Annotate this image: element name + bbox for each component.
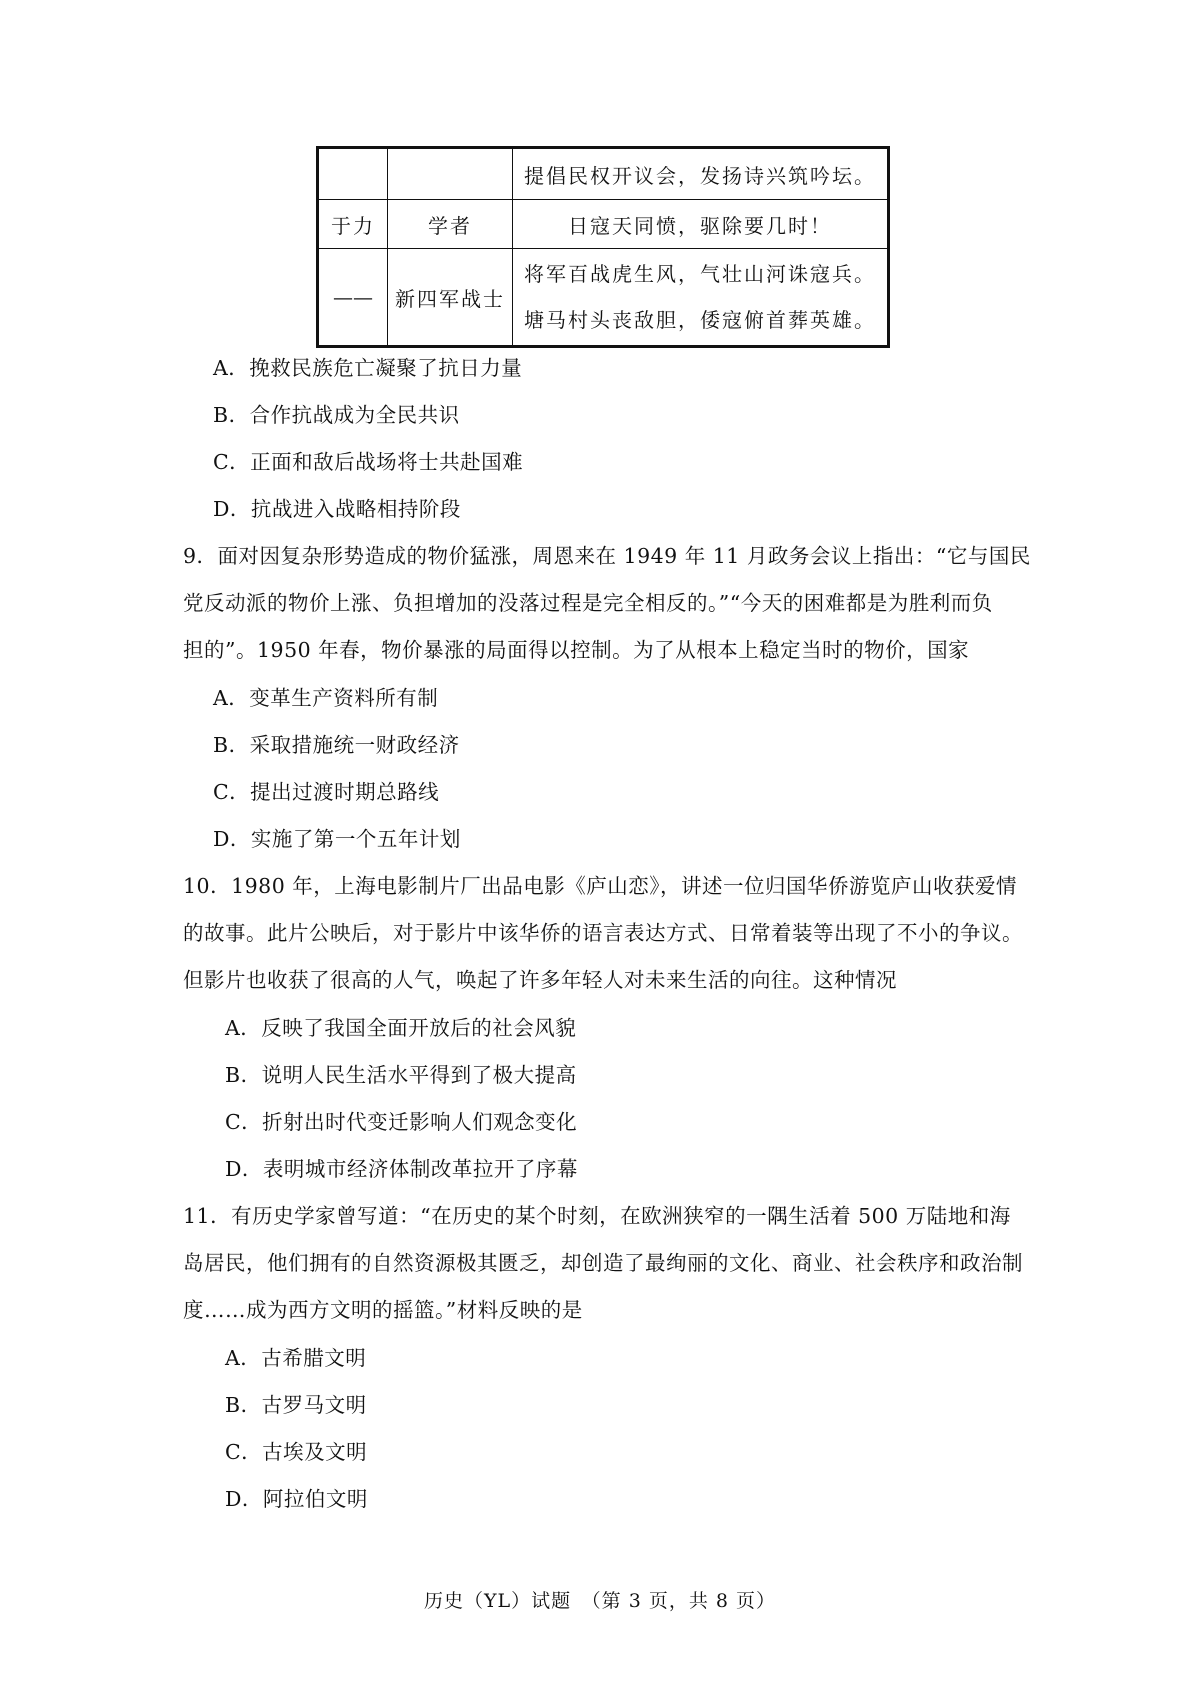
name-cell	[318, 200, 388, 249]
question-stem-line: 11．有历史学家曾写道：“在历史的某个时刻，在欧洲狭窄的一隅生活着 500 万陆地和海	[183, 1204, 1011, 1228]
option-c: C．折射出时代变迁影响人们观念变化	[225, 1110, 578, 1134]
table-row	[318, 249, 889, 347]
page-footer: 历史（YL）试题 （第 3 页，共 8 页）	[424, 1590, 776, 1612]
option-c: C．古埃及文明	[225, 1440, 368, 1464]
name-text: 于力	[331, 213, 375, 238]
role-text: 新四军战士	[395, 286, 505, 311]
question-stem-line: 岛居民，他们拥有的自然资源极其匮乏，却创造了最绚丽的文化、商业、社会秩序和政治制	[183, 1251, 1023, 1275]
table-row	[318, 148, 889, 200]
name-text: ——	[333, 285, 373, 309]
table-row	[318, 200, 889, 249]
question-stem-line: 但影片也收获了很高的人气，唤起了许多年轻人对未来生活的向往。这种情况	[183, 968, 897, 992]
option-d: D．实施了第一个五年计划	[213, 827, 461, 851]
option-d: D．阿拉伯文明	[225, 1487, 368, 1511]
poem-line: 提倡民权开议会，发扬诗兴筑吟坛。	[524, 163, 876, 188]
name-cell	[318, 148, 388, 200]
role-cell	[388, 148, 513, 200]
option-a: A．古希腊文明	[225, 1346, 367, 1370]
option-a: A．反映了我国全面开放后的社会风貌	[225, 1016, 577, 1040]
option-d: D．抗战进入战略相持阶段	[213, 497, 461, 521]
poem-cell	[513, 148, 889, 200]
option-a: A．变革生产资料所有制	[213, 686, 439, 710]
option-b: B．合作抗战成为全民共识	[213, 403, 460, 427]
role-cell	[388, 200, 513, 249]
poem-cell	[513, 200, 889, 249]
name-cell	[318, 249, 388, 347]
question-stem-line: 9．面对因复杂形势造成的物价猛涨，周恩来在 1949 年 11 月政务会议上指出：“它与国民	[183, 544, 1031, 568]
poem-table	[316, 146, 890, 348]
poem-line: 塘马村头丧敌胆，倭寇俯首葬英雄。	[524, 308, 876, 332]
role-text: 学者	[428, 213, 472, 238]
question-stem-line: 度……成为西方文明的摇篮。”材料反映的是	[183, 1298, 583, 1322]
question-stem-line: 担的”。1950 年春，物价暴涨的局面得以控制。为了从根本上稳定当时的物价，国家	[183, 638, 970, 662]
option-d: D．表明城市经济体制改革拉开了序幕	[225, 1157, 578, 1181]
option-b: B．古罗马文明	[225, 1393, 367, 1417]
poem-cell	[513, 249, 889, 347]
poem-line: 将军百战虎生风，气壮山河诛寇兵。	[524, 262, 876, 286]
question-stem-line: 的故事。此片公映后，对于影片中该华侨的语言表达方式、日常着装等出现了不小的争议。	[183, 921, 1023, 945]
option-b: B．采取措施统一财政经济	[213, 733, 460, 757]
option-a: A．挽救民族危亡凝聚了抗日力量	[213, 356, 523, 380]
option-c: C．提出过渡时期总路线	[213, 780, 440, 804]
poem-line: 日寇天同愤，驱除要几时！	[568, 213, 832, 238]
question-stem-line: 10．1980 年，上海电影制片厂出品电影《庐山恋》，讲述一位归国华侨游览庐山收获爱情	[183, 874, 1018, 898]
question-stem-line: 党反动派的物价上涨、负担增加的没落过程是完全相反的。”“今天的困难都是为胜利而负	[183, 591, 993, 615]
option-c: C．正面和敌后战场将士共赴国难	[213, 450, 524, 474]
option-b: B．说明人民生活水平得到了极大提高	[225, 1063, 577, 1087]
role-cell	[388, 249, 513, 347]
